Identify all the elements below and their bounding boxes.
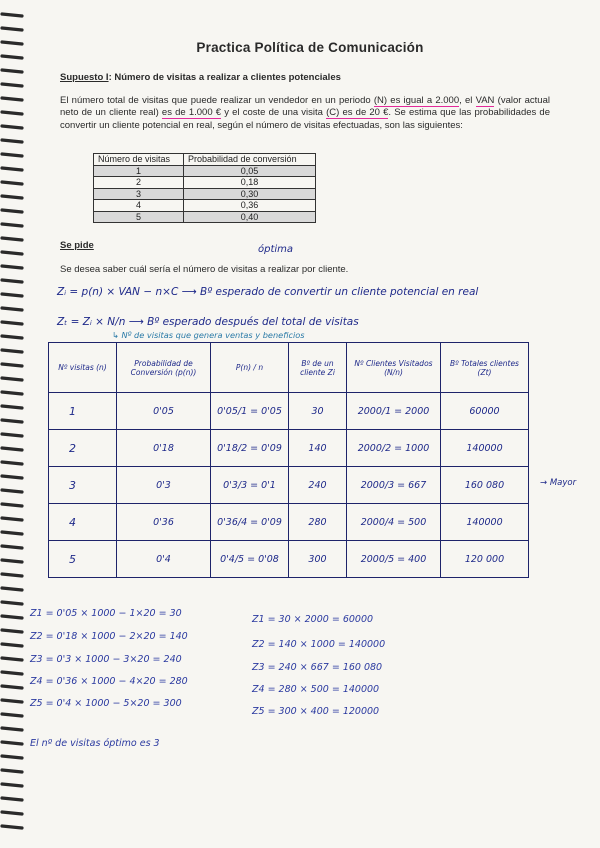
table-cell: 0'18 xyxy=(117,430,211,467)
table-cell: 0'3 xyxy=(117,467,211,504)
table-cell: 240 xyxy=(289,467,347,504)
calc-left-line: Z4 = 0'36 × 1000 − 4×20 = 280 xyxy=(30,676,188,687)
paragraph-text: y el coste de una visita xyxy=(221,107,327,119)
table-cell: 0'3/3 = 0'1 xyxy=(211,467,289,504)
question-text: Se desea saber cuál sería el número de visitas a realizar por cliente. xyxy=(60,264,349,275)
calc-right-line: Z4 = 280 × 500 = 140000 xyxy=(252,684,380,695)
table-cell: 120 000 xyxy=(441,541,529,578)
hand-table-header: Bº Totales clientes (Zt) xyxy=(441,343,529,393)
table-cell: 0'36 xyxy=(117,504,211,541)
table-row xyxy=(94,165,316,177)
page-title: Practica Política de Comunicación xyxy=(196,40,424,55)
table-cell: 0'4/5 = 0'08 xyxy=(211,541,289,578)
calc-left-line: Z1 = 0'05 × 1000 − 1×20 = 30 xyxy=(30,608,182,619)
mayor-annotation: → Mayor xyxy=(540,478,577,488)
table-cell: 0,40 xyxy=(184,211,316,223)
table-cell: 3 xyxy=(49,467,117,504)
table-header: Número de visitas xyxy=(94,154,184,166)
table-cell: 0,18 xyxy=(184,177,316,189)
calc-left-line: Z2 = 0'18 × 1000 − 2×20 = 140 xyxy=(30,631,188,642)
supuesto-text: : Número de visitas a realizar a clientes potenciales xyxy=(108,72,341,83)
formula-zi: Zᵢ = p(n) × VAN − n×C ⟶ Bº esperado de convertir un cliente potencial en real xyxy=(57,286,479,298)
table-cell: 0'4 xyxy=(117,541,211,578)
table-cell: 2 xyxy=(94,177,184,189)
table-cell: 5 xyxy=(94,211,184,223)
table-cell: 300 xyxy=(289,541,347,578)
table-cell: 4 xyxy=(94,200,184,212)
calc-left-line: Z5 = 0'4 × 1000 − 5×20 = 300 xyxy=(30,698,182,709)
probability-table xyxy=(93,153,316,223)
table-cell: 2000/4 = 500 xyxy=(347,504,441,541)
hand-table-header: Nº Clientes Visitados (N/n) xyxy=(347,343,441,393)
table-cell: 0'05 xyxy=(117,393,211,430)
hand-table-header: Nº visitas (n) xyxy=(49,343,117,393)
table-cell: 1 xyxy=(94,165,184,177)
supuesto-label: Supuesto I xyxy=(60,72,109,83)
table-header: Probabilidad de conversión xyxy=(184,154,316,166)
table-row xyxy=(49,430,529,467)
conclusion-text: El nº de visitas óptimo es 3 xyxy=(30,738,160,749)
calc-right-line: Z2 = 140 × 1000 = 140000 xyxy=(252,639,386,650)
calc-right-line: Z5 = 300 × 400 = 120000 xyxy=(252,706,380,717)
table-cell: 0'36/4 = 0'09 xyxy=(211,504,289,541)
hand-table-header: Probabilidad de Conversión (p(n)) xyxy=(117,343,211,393)
problem-paragraph xyxy=(60,95,550,132)
table-row xyxy=(94,200,316,212)
optima-annotation: óptima xyxy=(258,244,294,255)
table-cell: 2000/3 = 667 xyxy=(347,467,441,504)
table-cell: 2 xyxy=(49,430,117,467)
table-row xyxy=(49,393,529,430)
table-cell: 0'18/2 = 0'09 xyxy=(211,430,289,467)
table-cell: 0,05 xyxy=(184,165,316,177)
table-cell: 60000 xyxy=(441,393,529,430)
table-cell: 0'05/1 = 0'05 xyxy=(211,393,289,430)
hand-table-header: Bº de un cliente Zi xyxy=(289,343,347,393)
table-row xyxy=(49,541,529,578)
table-cell: 2000/5 = 400 xyxy=(347,541,441,578)
table-cell: 140000 xyxy=(441,430,529,467)
table-cell: 30 xyxy=(289,393,347,430)
table-cell: 4 xyxy=(49,504,117,541)
paragraph-text: . Se estima que las probabilidades de convertir un cliente potencial en real, según el número de visitas efectuadas, son las siguientes: xyxy=(60,107,550,131)
calc-right-line: Z3 = 240 × 667 = 160 080 xyxy=(252,662,383,673)
table-cell: 0,36 xyxy=(184,200,316,212)
table-row xyxy=(49,467,529,504)
handwritten-table xyxy=(48,342,529,578)
table-cell: 0,30 xyxy=(184,188,316,200)
paragraph-text: El número total de visitas que puede realizar un vendedor en un periodo xyxy=(60,95,374,106)
table-cell: 280 xyxy=(289,504,347,541)
table-row xyxy=(49,504,529,541)
table-cell: 2000/2 = 1000 xyxy=(347,430,441,467)
table-cell: 1 xyxy=(49,393,117,430)
table-cell: 140 xyxy=(289,430,347,467)
highlight-van: VAN xyxy=(475,95,495,106)
table-cell: 2000/1 = 2000 xyxy=(347,393,441,430)
calc-left-line: Z3 = 0'3 × 1000 − 3×20 = 240 xyxy=(30,654,182,665)
formula-zt: Zₜ = Zᵢ × N/n ⟶ Bº esperado después del total de visitas xyxy=(57,316,359,328)
table-cell: 160 080 xyxy=(441,467,529,504)
table-row xyxy=(94,188,316,200)
hand-table-header: P(n) / n xyxy=(211,343,289,393)
highlight-cost: (C) es de 20 € xyxy=(326,107,389,119)
table-cell: 5 xyxy=(49,541,117,578)
table-row xyxy=(94,211,316,223)
table-cell: 140000 xyxy=(441,504,529,541)
highlight-van-value: es de 1.000 € xyxy=(161,107,222,119)
calc-right-line: Z1 = 30 × 2000 = 60000 xyxy=(252,614,374,625)
table-cell: 3 xyxy=(94,188,184,200)
spiral-binding xyxy=(0,0,26,848)
supuesto-heading xyxy=(60,72,341,83)
table-row xyxy=(94,177,316,189)
highlight-n: (N) es igual a 2.000 xyxy=(373,95,460,106)
paragraph-text: (valor actual neto de un cliente real) xyxy=(60,95,550,119)
teal-note: ↳ Nº de visitas que genera ventas y beneficios xyxy=(112,330,305,340)
se-pide-heading: Se pide xyxy=(60,240,94,251)
paragraph-text: , el xyxy=(459,95,476,106)
